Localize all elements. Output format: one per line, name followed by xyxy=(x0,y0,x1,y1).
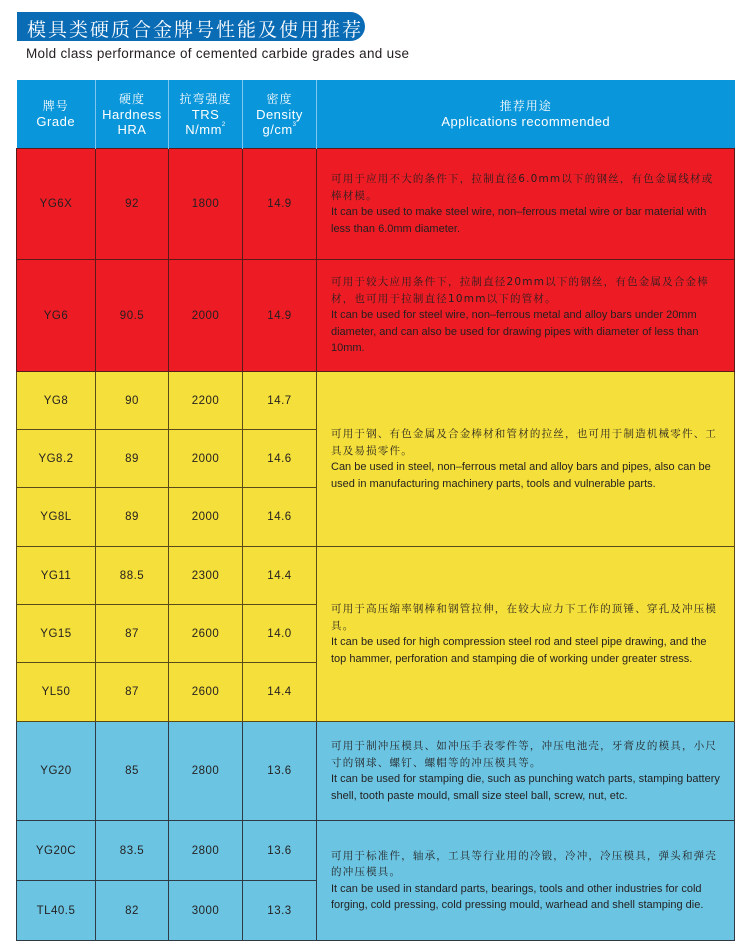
grade-cell: YG20 xyxy=(17,722,96,821)
column-header-density-en: Density xyxy=(256,106,303,122)
hardness-cell: 87 xyxy=(96,663,169,722)
table-row xyxy=(17,260,735,372)
grade-cell: YG20C xyxy=(17,821,96,881)
grade-cell: YG8L xyxy=(17,488,96,547)
trs-cell: 2600 xyxy=(169,663,243,722)
table-row xyxy=(17,149,735,260)
hardness-cell: 89 xyxy=(96,430,169,488)
hardness-cell: 90.5 xyxy=(96,260,169,372)
density-cell: 14.6 xyxy=(243,430,317,488)
table-row xyxy=(17,821,735,881)
application-text-en: It can be used for steel wire, non–ferrous metal and alloy bars under 20mm diameter, and can also be used for drawing pipes with diameter of less than 10mm. xyxy=(331,309,699,355)
grade-cell: YG11 xyxy=(17,547,96,605)
column-header-trs-unit xyxy=(169,122,242,137)
hardness-cell: 88.5 xyxy=(96,547,169,605)
grade-cell: YG6 xyxy=(17,260,96,372)
application-text-cn: 可用于高压缩率钢棒和钢管拉伸，在较大应力下工作的顶锤、穿孔及冲压模具。 xyxy=(331,603,718,632)
column-header-applications-en: Applications recommended xyxy=(441,114,611,129)
density-unit-base: g/cm xyxy=(262,121,293,137)
trs-cell: 3000 xyxy=(169,881,243,941)
density-cell: 14.0 xyxy=(243,605,317,663)
column-header-trs-cn: 抗弯强度 xyxy=(179,91,232,106)
grades-table xyxy=(16,80,735,941)
application-cell xyxy=(317,260,735,372)
title-banner xyxy=(17,12,365,41)
density-cell: 13.6 xyxy=(243,722,317,821)
trs-cell: 1800 xyxy=(169,149,243,260)
column-header-density-cn: 密度 xyxy=(266,91,293,106)
trs-cell: 2000 xyxy=(169,488,243,547)
grade-cell: YG6X xyxy=(17,149,96,260)
trs-cell: 2000 xyxy=(169,260,243,372)
application-text-en: It can be used to make steel wire, non–ferrous metal wire or bar material with less than 6.0mm diameter. xyxy=(331,206,707,235)
hardness-cell: 89 xyxy=(96,488,169,547)
column-header-grade xyxy=(17,80,96,149)
hardness-cell: 83.5 xyxy=(96,821,169,881)
application-cell xyxy=(317,821,735,941)
column-header-trs xyxy=(169,80,243,149)
hardness-cell: 85 xyxy=(96,722,169,821)
density-unit-exponent: 3 xyxy=(292,121,297,128)
grade-cell: YG15 xyxy=(17,605,96,663)
column-header-hardness-en: Hardness xyxy=(102,106,162,122)
grade-cell: TL40.5 xyxy=(17,881,96,941)
application-text-en: It can be used for high compression steel rod and steel pipe drawing, and the top hammer, perforation and stamping die of working under greater stress. xyxy=(331,636,707,665)
grade-cell: YL50 xyxy=(17,663,96,722)
density-cell: 14.9 xyxy=(243,260,317,372)
density-cell: 14.9 xyxy=(243,149,317,260)
page-subtitle: Mold class performance of cemented carbide grades and use xyxy=(26,46,410,61)
grade-cell: YG8 xyxy=(17,372,96,430)
hardness-cell: 92 xyxy=(96,149,169,260)
column-header-trs-en: TRS xyxy=(191,106,220,122)
application-cell xyxy=(317,722,735,821)
trs-cell: 2300 xyxy=(169,547,243,605)
column-header-density-unit xyxy=(243,122,316,137)
trs-cell: 2000 xyxy=(169,430,243,488)
application-text-cn: 可用于较大应用条件下，拉制直径20mm以下的钢丝，有色金属及合金棒材，也可用于拉制直径10mm以下的管材。 xyxy=(331,276,709,305)
hardness-cell: 87 xyxy=(96,605,169,663)
column-header-applications-cn: 推荐用途 xyxy=(499,99,552,113)
density-cell: 13.3 xyxy=(243,881,317,941)
trs-unit-base: N/mm xyxy=(185,121,222,137)
application-text-en: Can be used in steel, non–ferrous metal and alloy bars and pipes, also can be used in manufacturing machinery parts, tools and vulnerable parts. xyxy=(331,461,711,490)
density-cell: 14.7 xyxy=(243,372,317,430)
column-header-grade-en: Grade xyxy=(36,114,76,129)
application-cell xyxy=(317,372,735,547)
application-text-cn: 可用于标准件，轴承，工具等行业用的冷锻，冷冲，冷压模具，弹头和弹壳的冲压模具。 xyxy=(331,849,718,878)
hardness-cell: 90 xyxy=(96,372,169,430)
table-row xyxy=(17,547,735,605)
column-header-hardness xyxy=(96,80,169,149)
density-cell: 14.6 xyxy=(243,488,317,547)
column-header-density xyxy=(243,80,317,149)
density-cell: 14.4 xyxy=(243,547,317,605)
table-header-row xyxy=(17,80,735,149)
page-title: 模具类硬质合金牌号性能及使用推荐 xyxy=(27,19,364,41)
application-text-en: It can be used in standard parts, bearings, tools and other industries for cold forging, cold pressing, cold pressing mould, warhead and shell stamping die. xyxy=(331,882,704,911)
column-header-hardness-cn: 硬度 xyxy=(118,91,145,106)
density-cell: 14.4 xyxy=(243,663,317,722)
application-text-cn: 可用于钢、有色金属及合金棒材和管材的拉丝，也可用于制造机械零件、工具及易损零件。 xyxy=(331,428,718,457)
trs-cell: 2800 xyxy=(169,722,243,821)
trs-unit-exponent: 2 xyxy=(221,121,226,128)
application-text-cn: 可用于应用不大的条件下，拉制直径6.0mm以下的钢丝，有色金属线材或棒材模。 xyxy=(331,173,714,202)
column-header-grade-cn: 牌号 xyxy=(42,99,69,113)
column-header-hardness-unit: HRA xyxy=(117,121,147,137)
hardness-cell: 82 xyxy=(96,881,169,941)
trs-cell: 2600 xyxy=(169,605,243,663)
trs-cell: 2800 xyxy=(169,821,243,881)
trs-cell: 2200 xyxy=(169,372,243,430)
application-text-cn: 可用于制冲压模具、如冲压手表零件等，冲压电池壳，牙膏皮的模具，小尺寸的钢球、螺钉、螺帽等的冲压模具等。 xyxy=(331,740,718,769)
application-cell xyxy=(317,547,735,722)
application-text-en: It can be used for stamping die, such as punching watch parts, stamping battery shell, tooth paste mould, small size steel ball, screw, nut, etc. xyxy=(331,773,720,802)
density-cell: 13.6 xyxy=(243,821,317,881)
column-header-applications xyxy=(317,80,735,149)
table-row xyxy=(17,372,735,430)
application-cell xyxy=(317,149,735,260)
table-row xyxy=(17,722,735,821)
grade-cell: YG8.2 xyxy=(17,430,96,488)
